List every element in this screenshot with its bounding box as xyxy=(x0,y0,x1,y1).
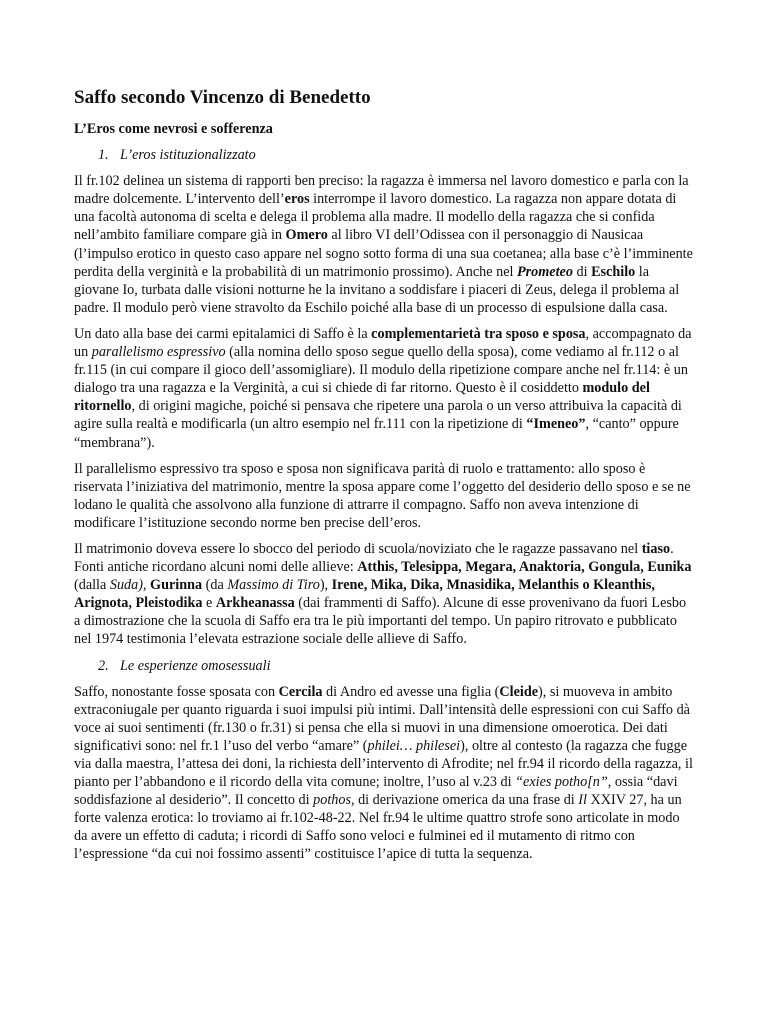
italic-term: pothos xyxy=(313,792,351,809)
text-run: , “canto” oppure “membrana”). xyxy=(74,416,679,451)
text-run: Il matrimonio doveva essere lo sbocco del periodo di scuola/noviziato che le ragazze passavano nel xyxy=(74,540,642,557)
text-run: , accompagnato da un xyxy=(74,325,692,361)
text-run: , di origini magiche, poiché si pensava che ripetere una parola o un verso attribuiva la capacità di agire sulla realtà e modificarla (un altro esempio nel fr.111 con la ripetizione di xyxy=(74,398,682,433)
bold-term: modulo del ritornello xyxy=(74,380,650,415)
section-number: 2. xyxy=(98,657,109,674)
bold-term: “Imeneo” xyxy=(526,416,586,433)
text-run: interrompe il lavoro domestico. La ragazza non appare dotata di una facoltà autonoma di scelta e delega il problema alla madre. Il modello della ragazza che si confida nell’ambito familiare compare già in xyxy=(74,191,677,244)
document-page xyxy=(74,86,694,872)
section-title: Le esperienze omosessuali xyxy=(120,657,271,674)
bold-term: Eschilo xyxy=(591,263,636,280)
paragraph xyxy=(74,683,694,864)
italic-term: Suda) xyxy=(109,577,143,594)
text-run: di xyxy=(572,263,592,280)
paragraph xyxy=(74,460,694,532)
section-heading-1 xyxy=(74,146,694,164)
text-run: (alla nomina dello sposo segue quello della sposa), come vediamo al fr.112 o al fr.115 (in cui compare il gioco dell’assomigliare). Il modulo della ripetizione compare anche nel fr.114: è un dialogo tra una ragazza e la Verginità, a cui si chiede di far ritorno. Questo è il cosiddetto xyxy=(74,344,688,397)
text-run: XXIV 27, ha un forte valenza erotica: lo troviamo ai fr.102-48-22. Nel fr.94 le ultime quattro strofe sono articolate in modo da avere un effetto di caduta; i ricordi di Saffo sono veloci e fulminei ed il mutamento di ritmo con l’espressione “da cui noi fossimo assenti” costituisce l’apice di tutta la sequenza. xyxy=(74,792,682,863)
bold-term: Omero xyxy=(285,227,328,244)
italic-term: parallelismo espressivo xyxy=(91,344,226,361)
bold-term: eros xyxy=(284,191,310,208)
text-run: (dalla xyxy=(74,577,110,594)
text-run: , di derivazione omerica da una frase di xyxy=(350,792,579,809)
section-title: L’eros istituzionalizzato xyxy=(120,147,256,164)
text-run: Saffo, nonostante fosse sposata con xyxy=(74,683,279,700)
text-run: Il parallelismo espressivo tra sposo e sposa non significava parità di ruolo e trattamento: allo sposo è riservata l’iniziativa del matrimonio, mentre la sposa appare come l’oggetto del desiderio dello sposo e se ne lodano le qualità che assolvono alla funzione di attrarre il compagno. Saffo non aveva intenzione di modificare l’istituzione secondo norme ben precise dell’eros. xyxy=(74,460,691,531)
text-run: ), xyxy=(319,577,332,594)
bold-term: Irene, Mika, Dika, Mnasidika, Melanthis o Kleanthis, Arignota, Pleistodika xyxy=(74,577,655,612)
text-run: , ossia “davi soddisfazione al desiderio”. Il concetto di xyxy=(74,774,678,809)
text-run: la giovane Io, turbata dalle visioni notturne he la invitano a soddisfare i piaceri di Zeus, delega il problema al padre. Il modulo però viene stravolto da Eschilo poiché alla base di un processo di espulsione dalla casa. xyxy=(74,263,680,316)
bold-term: Gurinna xyxy=(150,577,203,594)
bold-term: complementarietà tra sposo e sposa xyxy=(371,325,586,342)
bold-term: Atthis, Telesippa, Megara, Anaktoria, Gongula, Eunika xyxy=(357,559,692,576)
text-run: al libro VI dell’Odissea con il personaggio di Nausicaa (l’impulso erotico in questo caso appare nel sogno sotto forma di una sua coetanea; alla base c’è l’imminente perdita della verginità e la probabilità di un matrimonio prossimo). Anche nel xyxy=(74,227,693,280)
bold-term: Arkheanassa xyxy=(215,595,295,612)
bold-italic-term: Prometeo xyxy=(516,263,573,280)
bold-term: Cercila xyxy=(278,683,323,700)
italic-term: “exies potho[n” xyxy=(515,774,608,791)
bold-term: Cleide xyxy=(499,683,539,700)
bold-term: tiaso xyxy=(641,540,671,557)
paragraph xyxy=(74,540,694,649)
text-run: . Fonti antiche ricordano alcuni nomi delle allieve: xyxy=(74,540,674,576)
italic-term: Il xyxy=(578,792,587,809)
paragraph xyxy=(74,172,694,317)
text-run: ), oltre al contesto (la ragazza che fugge via dalla maestra, l’attesa dei doni, la richiesta dell’intervento di Afrodite; nel fr.94 il ricordo della ragazza, il pianto per l’abbandono e il ricordo della vita comune; inoltre, l’uso al v.23 di xyxy=(74,737,693,791)
italic-term: Massimo di Tiro xyxy=(227,577,320,594)
italic-term: philei… philesei xyxy=(367,737,461,754)
document-title: Saffo secondo Vincenzo di Benedetto xyxy=(74,87,371,108)
text-run: (da xyxy=(202,577,228,594)
paragraph xyxy=(74,325,694,452)
section-number: 1. xyxy=(98,147,109,164)
text-run: Il fr.102 delinea un sistema di rapporti ben preciso: la ragazza è immersa nel lavoro domestico e parla con la madre dolcemente. L’intervento dell’ xyxy=(74,173,689,208)
text-run: Un dato alla base dei carmi epitalamici di Saffo è la xyxy=(74,325,372,342)
text-run: , xyxy=(142,577,151,594)
text-run: e xyxy=(202,595,216,612)
text-run: ), si muoveva in ambito extraconiugale per quanto riguarda i suoi impulsi più intimi. Dall’intensità delle espressioni con cui Saffo dà voce ai suoi sentimenti (fr.130 o fr.31) si pensa che ella si muovi in una dimensione omoerotica. Dei dati significativi sono: nel fr.1 l’uso del verbo “amare” ( xyxy=(74,683,690,754)
document-subtitle: L’Eros come nevrosi e sofferenza xyxy=(74,121,273,137)
text-run: di Andro ed avesse una figlia ( xyxy=(322,683,500,700)
section-heading-2 xyxy=(74,657,694,675)
text-run: (dai frammenti di Saffo). Alcune di esse provenivano da fuori Lesbo a dimostrazione che la scuola di Saffo era tra le più importanti del tempo. Un papiro ritrovato e pubblicato nel 1974 testimonia l’elevata estrazione sociale delle allieve di Saffo. xyxy=(74,595,687,648)
